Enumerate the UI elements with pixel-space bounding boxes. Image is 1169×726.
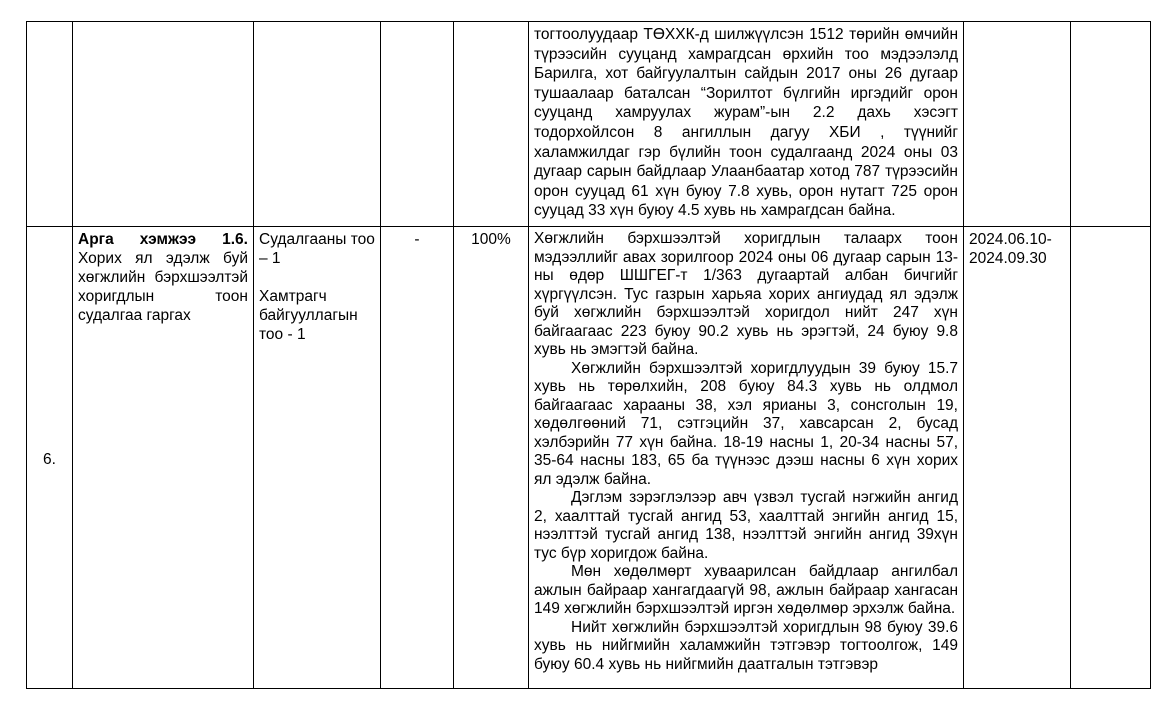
cell-report <box>529 227 964 689</box>
cell-indicators-empty <box>254 22 381 227</box>
cell-activity-empty <box>73 22 254 227</box>
indicators-clip <box>259 230 375 344</box>
report-paragraph: Дэглэм зэрэглэлээр авч үзвэл тусгай нэгжийн ангид 2, хаалттай тусгай ангид 53, хаалттай энгийн ангид 15, нээлттэй тусгай ангид 138, нээлттэй энгийн ангид 39хүн тус бүр хоригдож байна. <box>534 489 958 562</box>
cell-activity <box>73 227 254 689</box>
cell-period-empty <box>964 22 1071 227</box>
cell-budget-empty <box>381 22 454 227</box>
row-item-6 <box>27 227 1151 689</box>
activity-title: Арга хэмжээ 1.6. <box>78 231 248 248</box>
cell-budget: - <box>381 227 454 689</box>
period-start: 2024.06.10- <box>969 231 1052 248</box>
period-clip <box>969 230 1065 268</box>
indicator-survey-count: Судалгааны тоо – 1 <box>259 231 375 267</box>
cell-notes <box>1071 227 1151 689</box>
report-table <box>26 21 1151 689</box>
report-paragraph: Хөгжлийн бэрхшээлтэй хоригдлын талаарх тоон мэдээллийг авах зорилгоор 2024 оны 06 дугаар сарын 13-ны өдөр ШШГЕГ-т 1/363 дугаартай албан бичгийг хүргүүлсэн. Тус газрын харьяа хорих ангиудад ял эдэлж буй хөгжлийн бэрхшээлтэй хоригдол нийт 247 хүн байгаагаас 223 буюу 90.2 хувь нь эрэгтэй, 24 буюу 9.8 хувь нь эмэгтэй байна. <box>534 230 958 358</box>
cell-indicators <box>254 227 381 689</box>
cell-number-empty <box>27 22 73 227</box>
row-continuation <box>27 22 1151 227</box>
indicator-partner-count: Хамтрагч байгууллагын тоо - 1 <box>259 288 358 343</box>
cell-row-number: 6. <box>27 227 73 689</box>
cell-completion-empty <box>454 22 529 227</box>
cell-period <box>964 227 1071 689</box>
report-paragraph: Нийт хөгжлийн бэрхшээлтэй хоригдлын 98 буюу 39.6 хувь нь нийгмийн халамжийн тэтгэвэр тогтоолгож, 149 буюу 60.4 хувь нь нийгмийн даатгалын тэтгэвэр <box>534 618 958 673</box>
activity-body: Хорих ял эдэлж буй хөгжлийн бэрхшээлтэй хоригдлын тоон судалгаа гаргах <box>78 250 248 324</box>
period-end: 2024.09.30 <box>969 250 1047 267</box>
report-paragraph: Хөгжлийн бэрхшээлтэй хоригдлуудын 39 буюу 15.7 хувь нь төрөлхийн, 208 буюу 84.3 хувь нь олдмол байгаагаас харааны 38, хэл ярианы 3, сонсголын 19, хөдөлгөөний 71, сэтгэцийн 37, хавсарсан 2, бусад хэлбэрийн 77 хүн байна. 18-19 насны 1, 20-34 насны 57, 35-64 насны 183, 65 ба түүнээс дээш насны 6 хүн хорих ял эдэлж байна. <box>534 359 958 488</box>
cell-completion-percent: 100% <box>454 227 529 689</box>
cell-notes-empty <box>1071 22 1151 227</box>
report-continuation-paragraph: тогтоолуудаар ТӨХХК-д шилжүүлсэн 1512 төрийн өмчийн түрээсийн сууцанд хамрагдсан өрхийн тоо мэдээлэлд Барилга, хот байгуулалтын сайдын 2017 оны 26 дугаар тушаалаар баталсан “Зорилтот бүлгийн иргэдийг орон сууцанд хамруулах журам”-ын 2.2 дахь хэсэгт тодорхойлсон 8 ангиллын дагуу ХБИ , түүнийг халамжилдаг гэр бүлийн тоон судалгаанд 2024 оны 03 дугаар сарын байдлаар Улаанбаатар хотод 787 түрээсийн орон сууцад 61 хүн буюу 7.8 хувь, орон нутагт 725 орон сууцад 33 хүн буюу 4.5 хувь нь хамрагдсан байна. <box>534 26 958 220</box>
report-paragraph: Мөн хөдөлмөрт хуваарилсан байдлаар ангилбал ажлын байраар хангагдаагүй 98, ажлын байраар хангасан 149 хөгжлийн бэрхшээлтэй иргэн хөдөлмөр эрхэлж байна. <box>534 563 958 617</box>
cell-report-continuation <box>529 22 964 227</box>
report-continuation-clip <box>534 25 958 221</box>
activity-clip <box>78 230 248 325</box>
activity-paragraph <box>78 230 248 325</box>
report-clip <box>534 230 958 674</box>
